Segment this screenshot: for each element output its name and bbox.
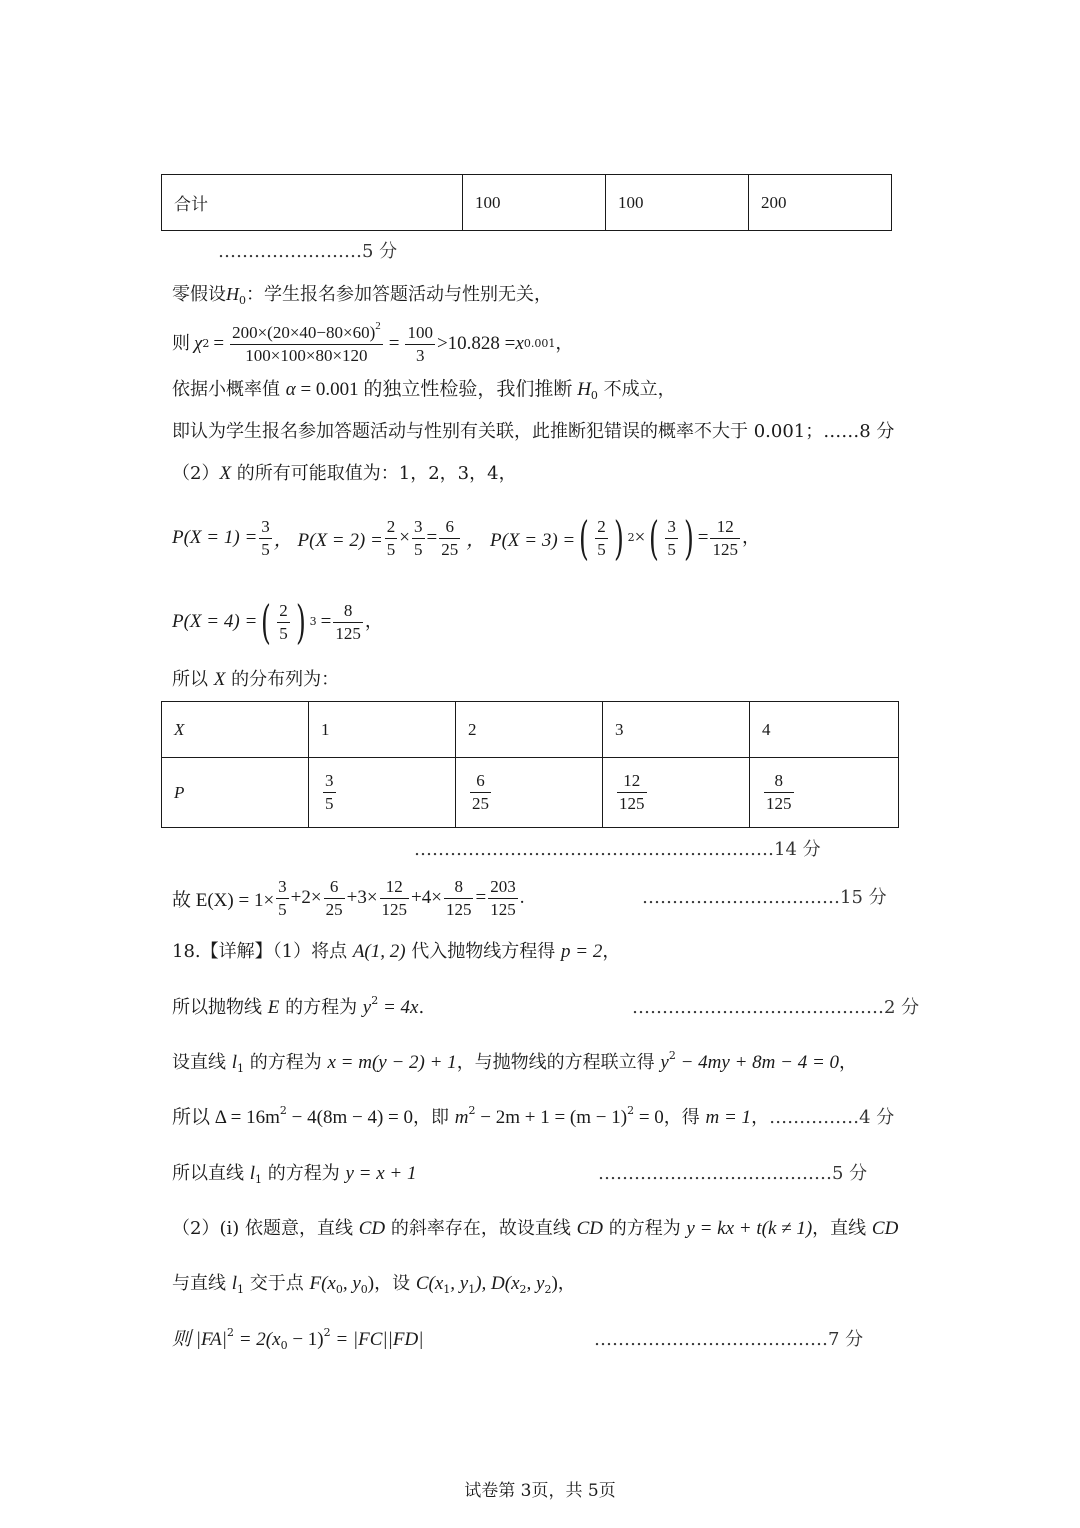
q18-c: ，	[602, 941, 621, 962]
p2-res-num: 6	[439, 516, 460, 539]
intersect-line	[172, 1272, 576, 1296]
part2-intro	[172, 462, 517, 486]
exp-end: .	[519, 887, 525, 908]
dist-x-label: X	[162, 702, 309, 758]
alpha-line	[172, 378, 676, 402]
parabola-rest: = 4x	[378, 997, 419, 1018]
p4-result	[333, 600, 363, 645]
l1r-b: 的方程为	[262, 1163, 346, 1184]
null-hypothesis-line	[172, 282, 552, 307]
exp-f4-num: 8	[444, 876, 474, 899]
delta-d: m	[454, 1107, 469, 1128]
exp-f3-num: 12	[380, 876, 410, 899]
parabola-line	[172, 996, 424, 1020]
int-c-s1: 1	[443, 1283, 451, 1296]
p3-f2-den: 5	[667, 539, 676, 559]
int-c: ，设	[374, 1273, 416, 1294]
p3-f2-num: 3	[665, 516, 678, 539]
l1-y: y	[660, 1052, 669, 1073]
cd-a: （2）(i) 依题意，直线	[172, 1218, 359, 1239]
cd-2: CD	[576, 1218, 603, 1239]
score-2-points: ……………………………………2 分	[632, 997, 920, 1018]
exp-f1-den: 5	[278, 899, 287, 919]
exp-f5-den: 125	[490, 899, 516, 919]
p3-res-den: 125	[712, 539, 738, 559]
delta-c: ，即	[413, 1107, 455, 1128]
exp-f3-den: 125	[381, 899, 408, 919]
p2-eq: =	[426, 527, 438, 548]
dist-p-4	[750, 758, 899, 828]
exp-f2-den: 25	[325, 899, 343, 919]
part2-label: （2）	[172, 463, 220, 484]
page-footer: 试卷第 3页，共 5页	[464, 1481, 616, 1501]
score-4-points: ……………4 分	[769, 1107, 895, 1128]
int-c3: ), D(x	[475, 1273, 520, 1294]
chi-denominator: 100×100×80×120	[245, 345, 368, 365]
alpha-h-sub: 0	[590, 389, 598, 402]
int-b: 交于点	[244, 1273, 310, 1294]
fa-sq2: 2	[323, 1326, 331, 1339]
dist-p1-num: 3	[323, 770, 336, 793]
chi-frac2-num: 100	[405, 322, 435, 345]
p3-res-num: 12	[710, 516, 740, 539]
dist-p3-den: 125	[619, 794, 645, 813]
distribution-p-row	[162, 758, 899, 828]
line-l1-setup	[172, 1051, 857, 1075]
cd-eq: y = kx + t(k ≠ 1)	[686, 1218, 813, 1239]
p2-result	[439, 516, 460, 561]
int-c2: , y	[450, 1273, 469, 1294]
fa-a: 则 |FA|	[172, 1329, 227, 1350]
alpha-line-a: 依据小概率值	[172, 379, 286, 400]
alpha-h: H	[577, 379, 591, 400]
p1-num: 3	[259, 516, 272, 539]
p3-lhs: ， P(X = 3) =	[466, 529, 576, 551]
p4-res-num: 8	[333, 600, 363, 623]
chi-fraction	[230, 319, 383, 367]
chi-frac2-den: 3	[415, 345, 425, 365]
cd-c: 的方程为	[602, 1218, 687, 1239]
cd-b: 的斜率存在，故设直线	[385, 1218, 577, 1239]
exp-f1-num: 3	[276, 876, 289, 899]
alpha-line-b: = 0.001 的独立性检验，我们推断	[295, 379, 578, 400]
chi-eq2: =	[388, 333, 400, 354]
distribution-intro	[172, 668, 339, 692]
chi-end: ，	[555, 333, 574, 354]
int-d2: , y	[526, 1273, 545, 1294]
p1-fraction	[259, 516, 272, 561]
dist-p3-num: 12	[617, 770, 647, 793]
int-f-s1: 0	[360, 1283, 368, 1296]
delta-sq1: 2	[279, 1104, 287, 1117]
l1r-l: l	[249, 1163, 256, 1184]
l1-sq: 2	[668, 1049, 676, 1062]
l1-result-line	[172, 1162, 416, 1186]
int-l-sub: 1	[237, 1283, 245, 1296]
conclusion-line: 即认为学生报名参加答题活动与性别有关联，此推断犯错误的概率不大于 0.001；……8 分	[172, 421, 895, 442]
int-f2: , y	[342, 1273, 361, 1294]
chi-x: x	[515, 333, 524, 354]
chi-tail: >10.828 =	[436, 333, 516, 354]
fa-d: = |FC||FD|	[330, 1329, 424, 1350]
exp-b: +2×	[290, 887, 322, 908]
fa-line	[172, 1328, 423, 1352]
delta-h: m = 1	[705, 1107, 752, 1128]
dist-x-3: 3	[603, 702, 750, 758]
dist-p-2	[456, 758, 603, 828]
score-15-points: ……………………………15 分	[642, 887, 887, 908]
p4-eq: =	[320, 611, 332, 632]
dist-p-3	[603, 758, 750, 828]
q18-a: 18.【详解】（1）将点	[172, 941, 353, 962]
total-row-table	[161, 174, 892, 231]
p2-f1-num: 2	[385, 516, 398, 539]
total-row-label: 合计	[162, 175, 463, 231]
hypothesis-prefix: 零假设	[172, 284, 226, 305]
cd-1: CD	[358, 1218, 386, 1239]
dist-x-4: 4	[750, 702, 899, 758]
l1-eq: x = m(y − 2) + 1	[327, 1052, 457, 1073]
delta-g: ，得	[663, 1107, 706, 1128]
exp-d: +4×	[411, 887, 442, 908]
chi-square-line: 则 χ 2 = $\frac{200\times(20\times 40-80\times 60)^2}{100\times 100\times 80\times 120}$ = $\frac{100}{3}$ >10.828 = x 0.001 ，	[172, 319, 574, 365]
l1-b: 的方程为	[244, 1052, 328, 1073]
p3-eq: =	[697, 527, 709, 548]
cd-d: ，直线	[812, 1218, 872, 1239]
hypothesis-h: H	[226, 284, 239, 304]
hypothesis-text: ：学生报名参加答题活动与性别无关，	[246, 284, 552, 305]
l1-l: l	[231, 1052, 238, 1073]
l1-end: ，	[839, 1052, 858, 1073]
dist-intro-a: 所以	[172, 669, 214, 690]
dist-p2-num: 6	[470, 770, 491, 793]
p2-lhs: ， P(X = 2) =	[273, 529, 383, 551]
q18-p: p = 2	[561, 941, 603, 962]
hypothesis-h-sub: 0	[239, 294, 246, 307]
p3-result	[710, 516, 740, 561]
int-d-s1: 2	[519, 1283, 527, 1296]
int-end: ，	[557, 1273, 576, 1294]
p1-den: 5	[261, 539, 270, 559]
fa-c: − 1)	[287, 1329, 324, 1350]
p3-f1-num: 2	[595, 516, 608, 539]
int-f3: )	[367, 1273, 375, 1294]
probability-line-2: P(X = 4) = ( $\frac{2}{5}$ ) 3 = $\frac{8}{125}$ ，	[172, 595, 383, 649]
parabola-b: 的方程为	[279, 997, 363, 1018]
dist-p-1	[309, 758, 456, 828]
l1-rest: − 4my + 8m − 4 = 0	[675, 1052, 840, 1073]
exp-e: =	[475, 887, 487, 908]
l1-c: ，与抛物线的方程联立得	[456, 1052, 661, 1073]
cd-3: CD	[871, 1218, 899, 1239]
part2-text: 的所有可能取值为：1，2，3，4，	[231, 463, 517, 484]
int-d-s2: 2	[544, 1283, 552, 1296]
chi-ze: 则	[172, 333, 190, 354]
total-value-3: 200	[749, 175, 892, 231]
chi-eq: =	[213, 333, 225, 354]
dist-x-2: 2	[456, 702, 603, 758]
delta-a: 所以 Δ = 16m	[172, 1107, 280, 1128]
p-line2-end: ，	[364, 611, 383, 632]
parabola-e: E	[267, 997, 280, 1018]
p3-times: ×	[634, 527, 646, 548]
int-f-s0: 0	[335, 1283, 343, 1296]
p4-f	[277, 600, 290, 645]
parabola-y: y	[362, 997, 372, 1018]
p3-f1-den: 5	[597, 539, 606, 559]
p2-f1	[385, 516, 398, 561]
int-f: F(x	[309, 1273, 336, 1294]
p2-f2	[412, 516, 425, 561]
part2-cd-line	[172, 1217, 898, 1241]
chi-fraction-2	[405, 322, 435, 367]
score-7-points: …………………………………7 分	[594, 1329, 864, 1350]
p2-f2-num: 3	[412, 516, 425, 539]
exp-a: 故 E(X) = 1×	[172, 889, 275, 911]
alpha-line-c: 不成立，	[597, 379, 676, 400]
p4-f-num: 2	[277, 600, 290, 623]
probability-line-1: P(X = 1) = $\frac{3}{5}$ ， P(X = 2) = $\frac{2}{5}$ × $\frac{3}{5}$ = $\frac{6}{25}$ ， P(X = 3) = ( $\frac{2}{5}$ ) 2 × ( $\frac{3}{5}$ ) = $\frac{12}{125}$ ，	[172, 511, 760, 565]
q18-b: 代入抛物线方程得	[405, 941, 562, 962]
parabola-sq: 2	[371, 994, 379, 1007]
exp-f2-num: 6	[324, 876, 345, 899]
score-14-points: ……………………………………………………14 分	[414, 839, 821, 860]
l1r-sub: 1	[255, 1173, 263, 1186]
fa-b: = 2(x	[233, 1329, 281, 1350]
int-cpt: C(x	[415, 1273, 444, 1294]
int-l: l	[231, 1273, 238, 1294]
alpha-symbol: α	[285, 379, 296, 400]
int-d3: )	[551, 1273, 558, 1294]
int-c-s2: 1	[468, 1283, 476, 1296]
exp-c: +3×	[346, 887, 378, 908]
distribution-table	[161, 701, 899, 828]
dist-intro-x: X	[213, 669, 226, 690]
fa-sub: 0	[280, 1339, 288, 1352]
delta-i: ，	[751, 1107, 770, 1128]
delta-line	[172, 1106, 894, 1130]
l1-sub: 1	[237, 1062, 245, 1075]
delta-sq3: 2	[627, 1104, 635, 1117]
distribution-x-row	[162, 702, 899, 758]
l1-a: 设直线	[172, 1052, 232, 1073]
p1-lhs: P(X = 1) =	[172, 527, 258, 548]
chi-numerator: 200×(20×40−80×60)	[232, 322, 376, 342]
score-5-points: ……………………5 分	[218, 241, 398, 262]
parabola-a: 所以抛物线	[172, 997, 268, 1018]
p2-times: ×	[399, 527, 410, 548]
score-5b-points: …………………………………5 分	[598, 1163, 868, 1184]
fa-sq: 2	[226, 1326, 234, 1339]
l1r-a: 所以直线	[172, 1163, 250, 1184]
dist-x-1: 1	[309, 702, 456, 758]
total-value-2: 100	[606, 175, 749, 231]
delta-sq2: 2	[468, 1104, 476, 1117]
delta-e: − 2m + 1 = (m − 1)	[475, 1107, 628, 1128]
dist-p1-den: 5	[325, 794, 334, 813]
chi-symbol: χ	[194, 333, 203, 354]
delta-f: = 0	[634, 1107, 664, 1128]
exp-f4-den: 125	[445, 899, 472, 919]
exp-f5-num: 203	[488, 876, 518, 899]
p3-f1	[595, 516, 608, 561]
q18-point: A(1, 2)	[352, 941, 406, 962]
l1r-eq: y = x + 1	[345, 1163, 417, 1184]
parabola-end: .	[418, 997, 425, 1018]
p2-res-den: 25	[441, 539, 459, 559]
delta-b: − 4(8m − 4) = 0	[286, 1107, 414, 1128]
dist-p4-den: 125	[766, 794, 792, 813]
p4-f-den: 5	[279, 623, 288, 643]
p2-f2-den: 5	[414, 539, 423, 559]
chi-num-sq: 2	[375, 319, 381, 332]
p4-res-den: 125	[335, 623, 361, 643]
total-value-1: 100	[463, 175, 606, 231]
part2-x: X	[219, 463, 232, 484]
q18-line	[172, 940, 620, 964]
p4-lhs: P(X = 4) =	[172, 611, 258, 632]
dist-p2-den: 25	[472, 794, 489, 813]
p-line1-end: ，	[741, 527, 760, 548]
int-a: 与直线	[172, 1273, 232, 1294]
expectation-line	[172, 872, 524, 924]
p3-f2	[665, 516, 678, 561]
dist-intro-b: 的分布列为：	[225, 669, 340, 690]
p2-f1-den: 5	[386, 539, 396, 559]
dist-p4-num: 8	[764, 770, 794, 793]
dist-p-label: P	[162, 758, 309, 828]
